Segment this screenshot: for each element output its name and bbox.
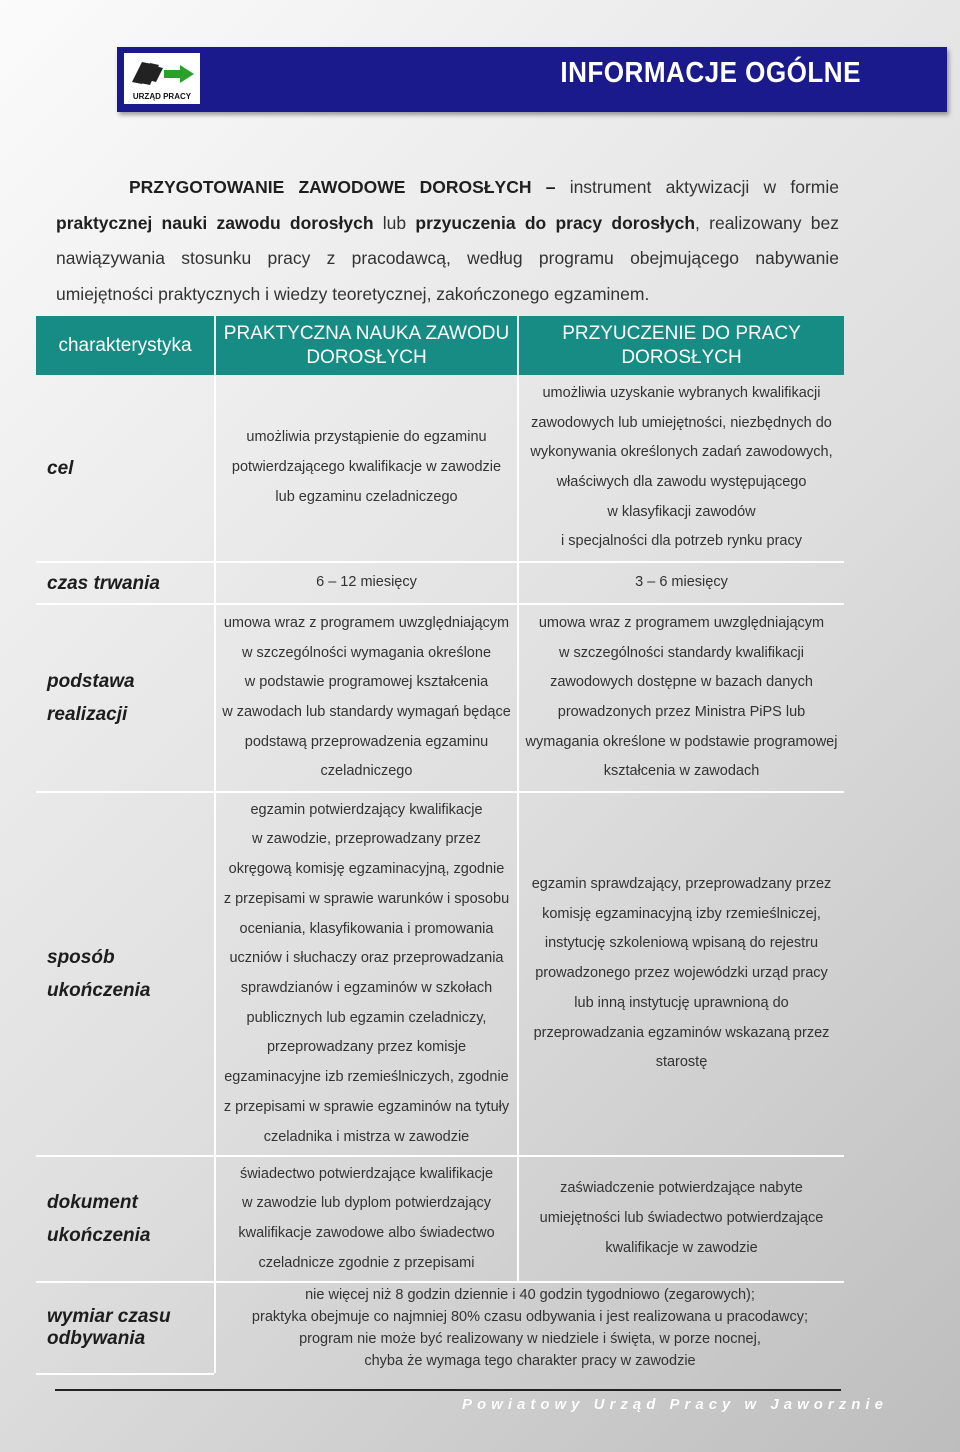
- text-line: potwierdzającego kwalifikacje w zawodzie: [231, 459, 502, 476]
- header-label-characteristics: charakterystyka: [58, 334, 192, 356]
- text-line: egzaminacyjne izb rzemieślniczych, zgodnie: [224, 1069, 509, 1086]
- text-line: w klasyfikacji zawodów: [607, 503, 756, 520]
- text-line: umiejętności lub świadectwo potwierdzające: [539, 1210, 824, 1227]
- goal-training-cell: [519, 375, 844, 561]
- text-line: zawodowych dostępne w bazach danych: [550, 674, 813, 691]
- text-line: nie więcej niż 8 godzin dziennie i 40 godzin tygodniowo (zegarowych);: [305, 1287, 755, 1303]
- table-divider: [517, 375, 519, 1281]
- text-line: w podstawie programowej kształcenia: [244, 674, 489, 691]
- table-divider: [36, 1281, 844, 1283]
- footer-office-name: Powiatowy Urząd Pracy w Jaworznie: [462, 1396, 888, 1413]
- duration-practical-cell: 6 – 12 miesięcy: [316, 574, 417, 591]
- label-line: ukończenia: [47, 1225, 151, 1246]
- text-line: program nie może być realizowany w niedziele i święta, w porze nocnej,: [299, 1331, 761, 1347]
- text-line: egzamin potwierdzający kwalifikacje: [250, 801, 483, 818]
- text-line: czeladnicze zgodnie z przepisami: [258, 1254, 475, 1271]
- text-line: w zawodzie lub dyplom potwierdzający: [241, 1195, 492, 1212]
- completion-practical-cell: [216, 793, 517, 1155]
- table-divider: [36, 1155, 844, 1157]
- text-line: właściwych dla zawodu występującego: [556, 474, 807, 490]
- intro-text-1: instrument aktywizacji w formie: [569, 177, 839, 197]
- text-line: lub egzaminu czeladniczego: [275, 488, 458, 505]
- text-line: z przepisami w sprawie egzaminów na tytuły: [223, 1098, 510, 1115]
- label-line: odbywania: [47, 1328, 146, 1349]
- intro-bold-2: przyuczenia do pracy dorosłych: [415, 212, 696, 233]
- label-line: sposób: [47, 947, 115, 968]
- intro-dash: –: [531, 177, 570, 197]
- label-line: dokument: [47, 1192, 138, 1213]
- text-line: instytucję szkoleniową wpisaną do rejestru: [544, 935, 819, 952]
- text-line: umożliwia uzyskanie wybranych kwalifikacji: [542, 384, 821, 401]
- header-cell-characteristics: [36, 316, 214, 375]
- text-line: wykonywania określonych zadań zawodowych,: [530, 444, 833, 461]
- text-line: wymagania określone w podstawie programowej: [525, 733, 838, 750]
- goal-practical-cell: [216, 375, 517, 561]
- table-divider: [214, 375, 216, 1373]
- text-line: publicznych lub egzamin czeladniczy,: [246, 1009, 487, 1026]
- header-banner: [117, 47, 947, 112]
- header-label-training: PRZYUCZENIE DO PRACY DOROSŁYCH: [562, 322, 801, 368]
- table-divider: [36, 791, 844, 793]
- row-label-goal: cel: [47, 457, 74, 479]
- row-label-time: [36, 1283, 214, 1373]
- row-label-basis: [36, 605, 214, 791]
- table-divider: [36, 603, 844, 605]
- header-label-practical: PRAKTYCZNA NAUKA ZAWODU DOROSŁYCH: [223, 322, 510, 368]
- header-cell-training: [519, 316, 844, 375]
- label-line: ukończenia: [47, 980, 151, 1001]
- text-line: kształcenia w zawodach: [603, 763, 760, 780]
- text-line: zawodowych lub umiejętności, niezbędnych do: [531, 414, 832, 431]
- text-line: świadectwo potwierdzające kwalifikacje: [239, 1165, 494, 1182]
- text-line: sprawdzianów i egzaminów w szkołach: [240, 980, 493, 996]
- intro-text-3: , realizowany bez nawiązywania stosunku pracy z pracodawcą, według programu obejmującego nabywanie umiejętności praktycznych i wiedzy teoretycznej, zakończonego egzaminem.: [56, 212, 840, 304]
- text-line: chyba że wymaga tego charakter pracy w zawodzie: [364, 1353, 696, 1369]
- page-title: INFORMACJE OGÓLNE: [560, 57, 861, 89]
- intro-bold-1: praktycznej nauki zawodu dorosłych: [56, 212, 374, 233]
- text-line: prowadzonego przez wojewódzki urząd pracy: [535, 965, 828, 982]
- row-label-completion: [36, 793, 214, 1155]
- text-line: prowadzonych przez Ministra PiPS lub: [557, 704, 806, 720]
- row-label-duration: czas trwania: [47, 572, 160, 594]
- text-line: starostę: [655, 1054, 708, 1071]
- text-line: i specjalności dla potrzeb rynku pracy: [561, 533, 802, 550]
- text-line: umożliwia przystąpienie do egzaminu: [246, 429, 487, 446]
- text-line: umowa wraz z programem uwzględniającym: [223, 614, 510, 631]
- document-practical-cell: [216, 1157, 517, 1281]
- text-line: uczniów i słuchaczy oraz przeprowadzania: [229, 950, 504, 967]
- text-line: lub inną instytucję uprawnioną do: [574, 994, 789, 1011]
- text-line: kwalifikacje w zawodzie: [605, 1239, 758, 1256]
- logo-cards-arrow-icon: [128, 56, 196, 88]
- duration-training-cell: 3 – 6 miesięcy: [635, 574, 728, 591]
- row-label-document: [36, 1157, 214, 1281]
- text-line: egzamin sprawdzający, przeprowadzany przez: [531, 876, 832, 893]
- label-line: podstawa: [47, 671, 135, 692]
- label-line: wymiar czasu: [47, 1306, 171, 1327]
- text-line: umowa wraz z programem uwzględniającym: [538, 614, 825, 631]
- logo-text: URZĄD PRACY: [132, 92, 192, 101]
- goal-training-text: [530, 379, 832, 557]
- text-line: w zawodzie, przeprowadzany przez: [252, 831, 481, 848]
- text-line: praktyka obejmuje co najmniej 80% czasu odbywania i jest realizowana u pracodawcy;: [251, 1309, 809, 1325]
- text-line: podstawą przeprowadzenia egzaminu: [244, 733, 489, 750]
- text-line: czeladnika i mistrza w zawodzie: [263, 1128, 470, 1145]
- label-line: realizacji: [47, 704, 128, 725]
- text-line: z przepisami w sprawie warunków i sposobu: [223, 890, 510, 907]
- text-line: w szczególności wymagania określone: [241, 644, 492, 661]
- goal-practical-text: [232, 423, 501, 512]
- text-line: przeprowadzania egzaminów wskazaną przez: [533, 1024, 830, 1041]
- document-training-cell: [519, 1157, 844, 1281]
- urzad-pracy-logo: [122, 51, 202, 106]
- text-line: czeladniczego: [320, 763, 413, 780]
- time-merged-cell: [216, 1283, 844, 1373]
- basis-training-cell: [519, 605, 844, 791]
- footer-divider: [55, 1389, 841, 1391]
- text-line: zaświadczenie potwierdzające nabyte: [560, 1180, 803, 1197]
- intro-term: PRZYGOTOWANIE ZAWODOWE DOROSŁYCH: [129, 177, 532, 197]
- text-line: okręgową komisję egzaminacyjną, zgodnie: [228, 861, 505, 878]
- intro-text-2: lub: [373, 212, 416, 233]
- text-line: kwalifikacje zawodowe albo świadectwo: [238, 1225, 495, 1241]
- text-line: oceniania, klasyfikowania i promowania: [239, 920, 494, 937]
- basis-practical-cell: [216, 605, 517, 791]
- completion-training-cell: [519, 793, 844, 1155]
- intro-paragraph: [56, 170, 839, 312]
- table-divider: [36, 1373, 214, 1375]
- table-divider: [36, 561, 844, 563]
- text-line: w zawodach lub standardy wymagań będące: [222, 704, 511, 720]
- text-line: komisję egzaminacyjną izby rzemieślniczej,: [542, 905, 821, 922]
- header-cell-practical: [216, 316, 517, 375]
- text-line: w szczególności standardy kwalifikacji: [559, 644, 804, 661]
- text-line: przeprowadzany przez komisje: [266, 1039, 467, 1056]
